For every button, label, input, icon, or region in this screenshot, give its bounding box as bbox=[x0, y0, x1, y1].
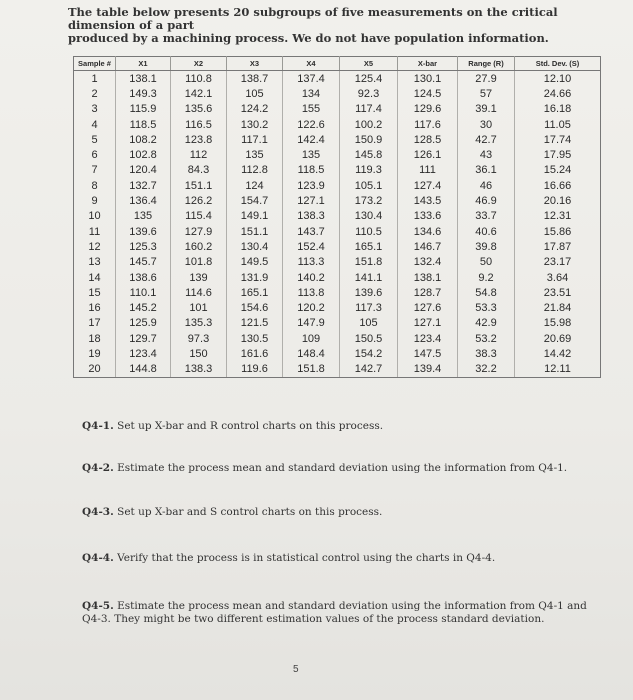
table-cell: 129.6 bbox=[398, 102, 458, 117]
table-cell: 161.6 bbox=[227, 346, 283, 361]
table-cell: 97.3 bbox=[171, 331, 227, 346]
table-cell: 143.5 bbox=[398, 193, 458, 208]
table-cell: 15 bbox=[74, 285, 116, 300]
table-cell: 130.4 bbox=[340, 209, 398, 224]
question-label: Q4-4. bbox=[82, 552, 114, 564]
question-label: Q4-2. bbox=[82, 462, 114, 474]
table-cell: 15.24 bbox=[515, 163, 601, 178]
table-row bbox=[74, 224, 601, 239]
table-cell: 123.4 bbox=[398, 331, 458, 346]
intro-paragraph bbox=[68, 6, 578, 45]
table-row bbox=[74, 316, 601, 331]
table-cell: 140.2 bbox=[283, 270, 340, 285]
table-cell: 138.3 bbox=[283, 209, 340, 224]
table-cell: 30 bbox=[458, 117, 515, 132]
table-cell: 134.6 bbox=[398, 224, 458, 239]
table-cell: 147.9 bbox=[283, 316, 340, 331]
table-cell: 134 bbox=[283, 86, 340, 101]
question-text: Estimate the process mean and standard deviation using the information from Q4-1 and bbox=[117, 600, 587, 612]
table-cell: 122.6 bbox=[283, 117, 340, 132]
table-cell: 127.9 bbox=[171, 224, 227, 239]
table-cell: 9.2 bbox=[458, 270, 515, 285]
table-cell: 24.66 bbox=[515, 86, 601, 101]
table-cell: 145.2 bbox=[116, 300, 171, 315]
table-cell: 139.6 bbox=[340, 285, 398, 300]
table-row bbox=[74, 86, 601, 101]
table-cell: 173.2 bbox=[340, 193, 398, 208]
table-cell: 124.5 bbox=[398, 86, 458, 101]
table-cell: 21.84 bbox=[515, 300, 601, 315]
question-q4-1 bbox=[82, 420, 383, 433]
table-header-row bbox=[74, 57, 601, 71]
table-cell: 127.1 bbox=[398, 316, 458, 331]
table-cell: 12.31 bbox=[515, 209, 601, 224]
table-cell: 150.9 bbox=[340, 132, 398, 147]
table-cell: 127.1 bbox=[283, 193, 340, 208]
table-row bbox=[74, 285, 601, 300]
table-cell: 127.6 bbox=[398, 300, 458, 315]
table-cell: 111 bbox=[398, 163, 458, 178]
table-cell: 3 bbox=[74, 102, 116, 117]
table-cell: 123.9 bbox=[283, 178, 340, 193]
table-cell: 121.5 bbox=[227, 316, 283, 331]
table-cell: 128.5 bbox=[398, 132, 458, 147]
table-cell: 112 bbox=[171, 147, 227, 162]
table-cell: 16.18 bbox=[515, 102, 601, 117]
table-cell: 139.6 bbox=[116, 224, 171, 239]
table-cell: 116.5 bbox=[171, 117, 227, 132]
question-q4-3 bbox=[82, 506, 382, 519]
table-cell: 145.7 bbox=[116, 255, 171, 270]
table-cell: 117.1 bbox=[227, 132, 283, 147]
table-row bbox=[74, 102, 601, 117]
table-cell: 17 bbox=[74, 316, 116, 331]
table-cell: 50 bbox=[458, 255, 515, 270]
table-cell: 123.4 bbox=[116, 346, 171, 361]
table-cell: 120.4 bbox=[116, 163, 171, 178]
table-cell: 119.6 bbox=[227, 362, 283, 378]
table-cell: 11.05 bbox=[515, 117, 601, 132]
table-cell: 135 bbox=[283, 147, 340, 162]
table-cell: 118.5 bbox=[116, 117, 171, 132]
table-cell: 151.1 bbox=[171, 178, 227, 193]
table-cell: 154.7 bbox=[227, 193, 283, 208]
table-cell: 3.64 bbox=[515, 270, 601, 285]
column-header: X-bar bbox=[398, 57, 458, 71]
table-cell: 129.7 bbox=[116, 331, 171, 346]
column-header: Sample # bbox=[74, 57, 116, 71]
table-cell: 131.9 bbox=[227, 270, 283, 285]
table-cell: 101 bbox=[171, 300, 227, 315]
table-cell: 92.3 bbox=[340, 86, 398, 101]
table-cell: 124 bbox=[227, 178, 283, 193]
table-cell: 12 bbox=[74, 239, 116, 254]
table-cell: 151.8 bbox=[340, 255, 398, 270]
table-cell: 113.8 bbox=[283, 285, 340, 300]
table-cell: 15.98 bbox=[515, 316, 601, 331]
table-cell: 20 bbox=[74, 362, 116, 378]
question-text: Verify that the process is in statistical control using the charts in Q4-4. bbox=[117, 552, 496, 564]
table-cell: 46 bbox=[458, 178, 515, 193]
table-cell: 142.7 bbox=[340, 362, 398, 378]
table-cell: 39.8 bbox=[458, 239, 515, 254]
table-cell: 36.1 bbox=[458, 163, 515, 178]
table-cell: 10 bbox=[74, 209, 116, 224]
table-cell: 42.9 bbox=[458, 316, 515, 331]
table-cell: 132.4 bbox=[398, 255, 458, 270]
table-cell: 14.42 bbox=[515, 346, 601, 361]
table-cell: 100.2 bbox=[340, 117, 398, 132]
intro-line-2: produced by a machining process. We do not have population information. bbox=[68, 31, 549, 45]
table-cell: 54.8 bbox=[458, 285, 515, 300]
table-cell: 141.1 bbox=[340, 270, 398, 285]
table-cell: 32.2 bbox=[458, 362, 515, 378]
table-cell: 139 bbox=[171, 270, 227, 285]
table-cell: 150 bbox=[171, 346, 227, 361]
table-cell: 155 bbox=[283, 102, 340, 117]
question-text: Estimate the process mean and standard deviation using the information from Q4-1. bbox=[117, 462, 568, 474]
table-cell: 138.1 bbox=[398, 270, 458, 285]
table-cell: 102.8 bbox=[116, 147, 171, 162]
table-cell: 57 bbox=[458, 86, 515, 101]
table-cell: 17.95 bbox=[515, 147, 601, 162]
table-cell: 110.5 bbox=[340, 224, 398, 239]
table-row bbox=[74, 300, 601, 315]
table-cell: 11 bbox=[74, 224, 116, 239]
table-cell: 112.8 bbox=[227, 163, 283, 178]
table-row bbox=[74, 193, 601, 208]
table-cell: 17.74 bbox=[515, 132, 601, 147]
column-header: Std. Dev. (S) bbox=[515, 57, 601, 71]
table-cell: 17.87 bbox=[515, 239, 601, 254]
table-cell: 154.2 bbox=[340, 346, 398, 361]
table-cell: 12.11 bbox=[515, 362, 601, 378]
column-header: X4 bbox=[283, 57, 340, 71]
column-header: X1 bbox=[116, 57, 171, 71]
table-cell: 128.7 bbox=[398, 285, 458, 300]
table-cell: 130.2 bbox=[227, 117, 283, 132]
table-cell: 101.8 bbox=[171, 255, 227, 270]
table-cell: 130.4 bbox=[227, 239, 283, 254]
question-text: Set up X-bar and R control charts on this process. bbox=[117, 420, 384, 432]
table-cell: 108.2 bbox=[116, 132, 171, 147]
table-cell: 14 bbox=[74, 270, 116, 285]
table-cell: 105.1 bbox=[340, 178, 398, 193]
table-cell: 152.4 bbox=[283, 239, 340, 254]
table-cell: 145.8 bbox=[340, 147, 398, 162]
table-cell: 20.16 bbox=[515, 193, 601, 208]
table-cell: 151.1 bbox=[227, 224, 283, 239]
table-cell: 40.6 bbox=[458, 224, 515, 239]
table-cell: 38.3 bbox=[458, 346, 515, 361]
table-cell: 105 bbox=[227, 86, 283, 101]
table-cell: 27.9 bbox=[458, 71, 515, 87]
table-cell: 120.2 bbox=[283, 300, 340, 315]
table-cell: 114.6 bbox=[171, 285, 227, 300]
table-cell: 149.5 bbox=[227, 255, 283, 270]
question-text-continued: Q4-3. They might be two different estimation values of the process standard deviation. bbox=[82, 613, 545, 625]
table-cell: 8 bbox=[74, 178, 116, 193]
table-row bbox=[74, 346, 601, 361]
column-header: Range (R) bbox=[458, 57, 515, 71]
table-cell: 138.7 bbox=[227, 71, 283, 87]
table-cell: 138.3 bbox=[171, 362, 227, 378]
table-cell: 133.6 bbox=[398, 209, 458, 224]
table-cell: 135 bbox=[227, 147, 283, 162]
table-cell: 130.5 bbox=[227, 331, 283, 346]
table-cell: 149.1 bbox=[227, 209, 283, 224]
table-cell: 151.8 bbox=[283, 362, 340, 378]
table-cell: 105 bbox=[340, 316, 398, 331]
table-cell: 119.3 bbox=[340, 163, 398, 178]
table-cell: 117.6 bbox=[398, 117, 458, 132]
table-cell: 148.4 bbox=[283, 346, 340, 361]
table-row bbox=[74, 117, 601, 132]
table-cell: 117.4 bbox=[340, 102, 398, 117]
table-cell: 115.9 bbox=[116, 102, 171, 117]
table-cell: 130.1 bbox=[398, 71, 458, 87]
table-cell: 124.2 bbox=[227, 102, 283, 117]
table-cell: 4 bbox=[74, 117, 116, 132]
table-cell: 142.4 bbox=[283, 132, 340, 147]
table-cell: 23.17 bbox=[515, 255, 601, 270]
table-cell: 16 bbox=[74, 300, 116, 315]
table-cell: 123.8 bbox=[171, 132, 227, 147]
table-cell: 138.1 bbox=[116, 71, 171, 87]
table-cell: 39.1 bbox=[458, 102, 515, 117]
question-q4-5 bbox=[82, 600, 587, 626]
table-cell: 154.6 bbox=[227, 300, 283, 315]
table-cell: 149.3 bbox=[116, 86, 171, 101]
table-cell: 110.1 bbox=[116, 285, 171, 300]
table-cell: 20.69 bbox=[515, 331, 601, 346]
table-cell: 117.3 bbox=[340, 300, 398, 315]
question-label: Q4-3. bbox=[82, 506, 114, 518]
table-row bbox=[74, 331, 601, 346]
table-cell: 125.4 bbox=[340, 71, 398, 87]
table-cell: 143.7 bbox=[283, 224, 340, 239]
table-cell: 5 bbox=[74, 132, 116, 147]
table-cell: 15.86 bbox=[515, 224, 601, 239]
table-cell: 127.4 bbox=[398, 178, 458, 193]
question-label: Q4-5. bbox=[82, 600, 114, 612]
table-cell: 33.7 bbox=[458, 209, 515, 224]
table-cell: 125.3 bbox=[116, 239, 171, 254]
table-cell: 132.7 bbox=[116, 178, 171, 193]
table-cell: 135.3 bbox=[171, 316, 227, 331]
column-header: X2 bbox=[171, 57, 227, 71]
table-cell: 16.66 bbox=[515, 178, 601, 193]
table-cell: 125.9 bbox=[116, 316, 171, 331]
table-row bbox=[74, 239, 601, 254]
table-cell: 135 bbox=[116, 209, 171, 224]
table-cell: 137.4 bbox=[283, 71, 340, 87]
table-cell: 126.2 bbox=[171, 193, 227, 208]
table-cell: 6 bbox=[74, 147, 116, 162]
table-row bbox=[74, 163, 601, 178]
table-cell: 139.4 bbox=[398, 362, 458, 378]
table-row bbox=[74, 71, 601, 87]
table-cell: 160.2 bbox=[171, 239, 227, 254]
question-label: Q4-1. bbox=[82, 420, 114, 432]
table-cell: 150.5 bbox=[340, 331, 398, 346]
table-cell: 42.7 bbox=[458, 132, 515, 147]
table-cell: 110.8 bbox=[171, 71, 227, 87]
table-cell: 147.5 bbox=[398, 346, 458, 361]
table-cell: 142.1 bbox=[171, 86, 227, 101]
table-cell: 109 bbox=[283, 331, 340, 346]
table-cell: 144.8 bbox=[116, 362, 171, 378]
table-cell: 146.7 bbox=[398, 239, 458, 254]
table-cell: 43 bbox=[458, 147, 515, 162]
table-cell: 46.9 bbox=[458, 193, 515, 208]
table-row bbox=[74, 178, 601, 193]
question-q4-2 bbox=[82, 462, 567, 475]
measurements-table bbox=[73, 56, 601, 378]
table-row bbox=[74, 270, 601, 285]
table-cell: 84.3 bbox=[171, 163, 227, 178]
table-cell: 2 bbox=[74, 86, 116, 101]
table-cell: 118.5 bbox=[283, 163, 340, 178]
table-cell: 18 bbox=[74, 331, 116, 346]
page-number: 5 bbox=[293, 664, 299, 675]
table-row bbox=[74, 209, 601, 224]
intro-line-1: The table below presents 20 subgroups of five measurements on the critical dimension of a part bbox=[68, 5, 558, 32]
question-text: Set up X-bar and S control charts on this process. bbox=[117, 506, 383, 518]
table-cell: 13 bbox=[74, 255, 116, 270]
table-cell: 165.1 bbox=[340, 239, 398, 254]
table-cell: 126.1 bbox=[398, 147, 458, 162]
table-cell: 19 bbox=[74, 346, 116, 361]
table-cell: 115.4 bbox=[171, 209, 227, 224]
table-row bbox=[74, 255, 601, 270]
table-row bbox=[74, 362, 601, 378]
table-cell: 12.10 bbox=[515, 71, 601, 87]
table-cell: 7 bbox=[74, 163, 116, 178]
table-cell: 136.4 bbox=[116, 193, 171, 208]
table-cell: 113.3 bbox=[283, 255, 340, 270]
table-row bbox=[74, 147, 601, 162]
table-cell: 53.2 bbox=[458, 331, 515, 346]
table-row bbox=[74, 132, 601, 147]
table-cell: 165.1 bbox=[227, 285, 283, 300]
table-cell: 138.6 bbox=[116, 270, 171, 285]
table-cell: 23.51 bbox=[515, 285, 601, 300]
column-header: X3 bbox=[227, 57, 283, 71]
table-cell: 9 bbox=[74, 193, 116, 208]
question-q4-4 bbox=[82, 552, 495, 565]
table-cell: 1 bbox=[74, 71, 116, 87]
table-cell: 53.3 bbox=[458, 300, 515, 315]
table-cell: 135.6 bbox=[171, 102, 227, 117]
column-header: X5 bbox=[340, 57, 398, 71]
